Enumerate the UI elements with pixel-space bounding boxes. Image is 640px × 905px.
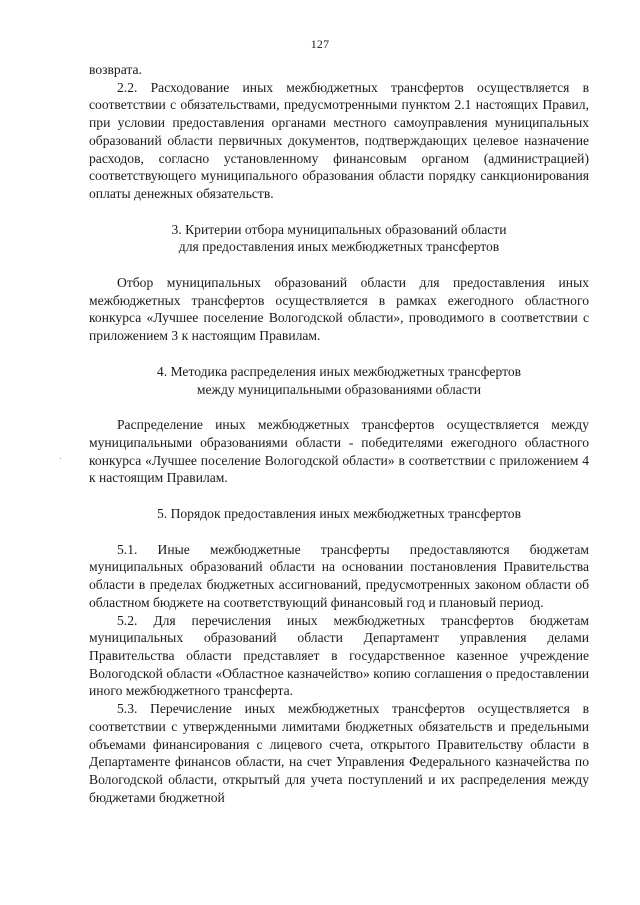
document-body — [89, 61, 589, 806]
section-4-heading-line-1: 4. Методика распределения иных межбюджетных трансфертов — [156, 363, 522, 379]
paragraph-vozvrata: возврата. — [89, 62, 142, 77]
section-5-heading: 5. Порядок предоставления иных межбюджетных трансфертов — [156, 506, 522, 522]
paragraph-5-2: 5.2. Для перечисления иных межбюджетных трансфертов бюджетам муниципальных образований области Департамент управления делами Правительства области представляет в государственное казенное учреждение Вологодской области «Областное казначейство» копию соглашения о предоставлении иного межбюджетного трансферта. — [89, 612, 589, 699]
paragraph-2-2: 2.2. Расходование иных межбюджетных трансфертов осуществляется в соответствии с обязательствами, предусмотренными пунктом 2.1 настоящих Правил, при условии предоставления органами местного самоуправления муниципальных образований области первичных документов, подтверждающих целевое назначение расходов, согласно установленному финансовым органом (администрацией) соответствующего муниципального образования области порядку санкционирования оплаты денежных обязательств. — [89, 79, 589, 201]
paragraph-5-3: 5.3. Перечисление иных межбюджетных трансфертов осуществляется в соответствии с утвержденными лимитами бюджетных обязательств и предельными объемами финансирования с лицевого счета, открытого Правительству области в Департаменте финансов области, на счет Управления Федерального казначейства по Вологодской области, открытый для учета поступлений и их распределения между бюджетами бюджетной — [89, 701, 589, 805]
section-4-heading-line-2: между муниципальными образованиями области — [196, 381, 482, 397]
paragraph-section-3: Отбор муниципальных образований области для предоставления иных межбюджетных трансфертов осуществляется в рамках ежегодного областного конкурса «Лучшее поселение Вологодской области», проводимого в соответствии с приложением 3 к настоящим Правилам. — [89, 275, 589, 344]
scan-speck — [60, 458, 61, 459]
section-3-heading-line-1: 3. Критерии отбора муниципальных образований области — [171, 221, 507, 237]
paragraph-section-4: Распределение иных межбюджетных трансфертов осуществляется между муниципальными образованиями области - победителями ежегодного областного конкурса «Лучшее поселение Вологодской области» в соответствии с приложением 4 к настоящим Правилам. — [89, 417, 589, 486]
section-3-heading-line-2: для предоставления иных межбюджетных трансфертов — [178, 239, 500, 255]
page-number: 127 — [310, 37, 330, 51]
paragraph-5-1: 5.1. Иные межбюджетные трансферты предоставляются бюджетам муниципальных образований области на основании постановления Правительства области в пределах бюджетных ассигнований, предусмотренных законом области об областном бюджете на соответствующий финансовый год и плановый период. — [89, 541, 589, 610]
